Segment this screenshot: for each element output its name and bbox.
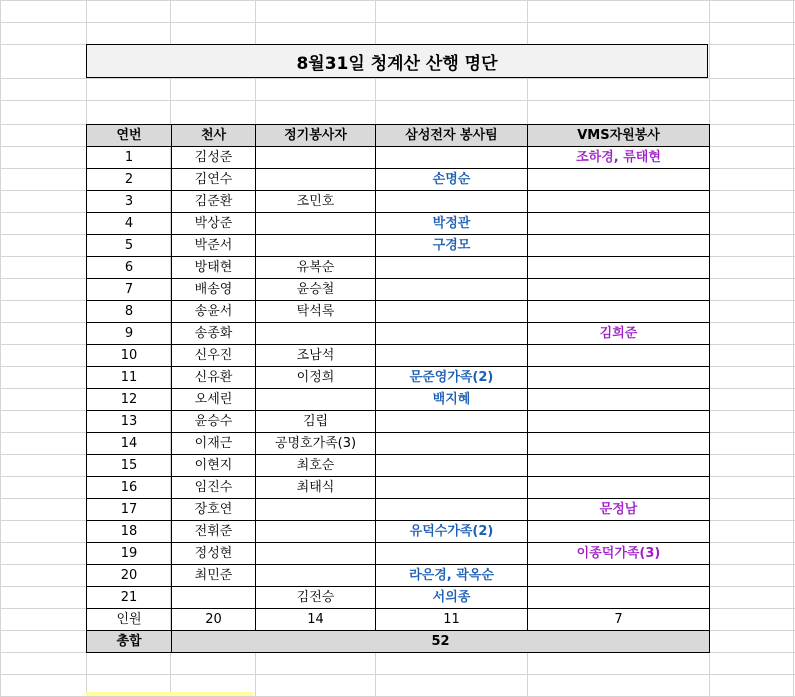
cell-samsung[interactable] xyxy=(376,499,528,521)
cell-cheonsa[interactable]: 임진수 xyxy=(172,477,256,499)
cell-no[interactable]: 13 xyxy=(87,411,172,433)
table-row xyxy=(87,279,710,301)
count-samsung[interactable]: 11 xyxy=(376,609,528,631)
cell-samsung[interactable] xyxy=(376,433,528,455)
table-row xyxy=(87,367,710,389)
cell-samsung[interactable] xyxy=(376,279,528,301)
cell-samsung[interactable]: 백지혜 xyxy=(376,389,528,411)
cell-regular[interactable] xyxy=(256,323,376,345)
cell-cheonsa[interactable]: 박상준 xyxy=(172,213,256,235)
cell-regular[interactable]: 김전승 xyxy=(256,587,376,609)
table-row xyxy=(87,213,710,235)
cell-regular[interactable] xyxy=(256,235,376,257)
cell-regular[interactable] xyxy=(256,521,376,543)
table-row xyxy=(87,499,710,521)
header-regular[interactable]: 정기봉사자 xyxy=(256,125,376,147)
table-row xyxy=(87,235,710,257)
cell-regular[interactable]: 유복순 xyxy=(256,257,376,279)
header-row xyxy=(87,125,710,147)
cell-vms[interactable] xyxy=(528,345,710,367)
selected-cell-highlight xyxy=(86,692,254,696)
cell-regular[interactable] xyxy=(256,213,376,235)
total-row xyxy=(87,631,710,653)
cell-vms[interactable]: 김희준 xyxy=(528,323,710,345)
cell-no[interactable]: 4 xyxy=(87,213,172,235)
roster-body xyxy=(87,147,710,609)
cell-vms[interactable] xyxy=(528,169,710,191)
count-regular[interactable]: 14 xyxy=(256,609,376,631)
cell-vms[interactable] xyxy=(528,389,710,411)
cell-samsung[interactable] xyxy=(376,301,528,323)
cell-cheonsa[interactable]: 전휘준 xyxy=(172,521,256,543)
cell-cheonsa[interactable]: 이현지 xyxy=(172,455,256,477)
grid-column-line xyxy=(793,0,794,696)
cell-vms[interactable]: 조하경, 류태현 xyxy=(528,147,710,169)
cell-samsung[interactable] xyxy=(376,345,528,367)
header-samsung[interactable]: 삼성전자 봉사팀 xyxy=(376,125,528,147)
cell-no[interactable]: 21 xyxy=(87,587,172,609)
cell-no[interactable]: 12 xyxy=(87,389,172,411)
cell-no[interactable]: 16 xyxy=(87,477,172,499)
cell-samsung[interactable]: 구경모 xyxy=(376,235,528,257)
cell-regular[interactable] xyxy=(256,389,376,411)
cell-no[interactable]: 3 xyxy=(87,191,172,213)
cell-cheonsa[interactable]: 신우진 xyxy=(172,345,256,367)
cell-samsung[interactable] xyxy=(376,323,528,345)
cell-samsung[interactable]: 박정관 xyxy=(376,213,528,235)
cell-no[interactable]: 18 xyxy=(87,521,172,543)
cell-regular[interactable] xyxy=(256,147,376,169)
cell-no[interactable]: 11 xyxy=(87,367,172,389)
cell-samsung[interactable] xyxy=(376,257,528,279)
cell-cheonsa[interactable]: 이재근 xyxy=(172,433,256,455)
cell-regular[interactable]: 이정희 xyxy=(256,367,376,389)
cell-vms[interactable] xyxy=(528,257,710,279)
grid-row-line xyxy=(0,674,795,675)
cell-vms[interactable] xyxy=(528,213,710,235)
cell-cheonsa[interactable]: 박준서 xyxy=(172,235,256,257)
cell-samsung[interactable]: 유덕수가족(2) xyxy=(376,521,528,543)
cell-samsung[interactable] xyxy=(376,191,528,213)
table-row xyxy=(87,169,710,191)
table-row xyxy=(87,433,710,455)
table-row xyxy=(87,323,710,345)
cell-cheonsa[interactable] xyxy=(172,587,256,609)
cell-cheonsa[interactable]: 김준환 xyxy=(172,191,256,213)
cell-cheonsa[interactable]: 김성준 xyxy=(172,147,256,169)
cell-vms[interactable] xyxy=(528,367,710,389)
cell-samsung[interactable] xyxy=(376,477,528,499)
table-row xyxy=(87,521,710,543)
grid-row-line xyxy=(0,78,795,79)
cell-cheonsa[interactable]: 윤승수 xyxy=(172,411,256,433)
cell-regular[interactable]: 조남석 xyxy=(256,345,376,367)
cell-cheonsa[interactable]: 방태현 xyxy=(172,257,256,279)
cell-regular[interactable] xyxy=(256,499,376,521)
cell-no[interactable]: 15 xyxy=(87,455,172,477)
table-row xyxy=(87,411,710,433)
cell-cheonsa[interactable]: 송종화 xyxy=(172,323,256,345)
total-label[interactable]: 총합 xyxy=(87,631,172,653)
cell-samsung[interactable] xyxy=(376,455,528,477)
count-label[interactable]: 인원 xyxy=(87,609,172,631)
cell-no[interactable]: 14 xyxy=(87,433,172,455)
cell-vms[interactable] xyxy=(528,235,710,257)
cell-samsung[interactable]: 문준영가족(2) xyxy=(376,367,528,389)
cell-vms[interactable]: 문정남 xyxy=(528,499,710,521)
cell-samsung[interactable] xyxy=(376,411,528,433)
sheet-title-text: 8월31일 청계산 산행 명단 xyxy=(296,53,498,74)
table-row xyxy=(87,455,710,477)
cell-no[interactable]: 10 xyxy=(87,345,172,367)
cell-vms[interactable] xyxy=(528,191,710,213)
count-row xyxy=(87,609,710,631)
cell-no[interactable]: 1 xyxy=(87,147,172,169)
cell-regular[interactable]: 공명호가족(3) xyxy=(256,433,376,455)
cell-vms[interactable] xyxy=(528,565,710,587)
cell-vms[interactable] xyxy=(528,301,710,323)
grid-row-line xyxy=(0,22,795,23)
cell-vms[interactable] xyxy=(528,455,710,477)
table-row xyxy=(87,477,710,499)
cell-regular[interactable] xyxy=(256,565,376,587)
cell-regular[interactable] xyxy=(256,543,376,565)
cell-vms[interactable] xyxy=(528,477,710,499)
cell-cheonsa[interactable]: 최민준 xyxy=(172,565,256,587)
table-row xyxy=(87,301,710,323)
table-row xyxy=(87,543,710,565)
roster-table xyxy=(86,124,710,653)
cell-cheonsa[interactable]: 신유환 xyxy=(172,367,256,389)
cell-regular[interactable]: 조민호 xyxy=(256,191,376,213)
cell-samsung[interactable]: 서의종 xyxy=(376,587,528,609)
cell-vms[interactable]: 이종덕가족(3) xyxy=(528,543,710,565)
cell-cheonsa[interactable]: 김연수 xyxy=(172,169,256,191)
cell-regular[interactable] xyxy=(256,169,376,191)
cell-cheonsa[interactable]: 정성현 xyxy=(172,543,256,565)
cell-vms[interactable] xyxy=(528,587,710,609)
cell-cheonsa[interactable]: 오세린 xyxy=(172,389,256,411)
cell-vms[interactable] xyxy=(528,433,710,455)
cell-samsung[interactable]: 라은경, 곽옥순 xyxy=(376,565,528,587)
header-vms[interactable]: VMS자원봉사 xyxy=(528,125,710,147)
cell-regular[interactable]: 최태식 xyxy=(256,477,376,499)
count-vms[interactable]: 7 xyxy=(528,609,710,631)
cell-vms[interactable] xyxy=(528,279,710,301)
table-row xyxy=(87,565,710,587)
grid-row-line xyxy=(0,100,795,101)
cell-samsung[interactable]: 손명순 xyxy=(376,169,528,191)
cell-samsung[interactable] xyxy=(376,543,528,565)
cell-samsung[interactable] xyxy=(376,147,528,169)
cell-cheonsa[interactable]: 장호연 xyxy=(172,499,256,521)
table-row xyxy=(87,191,710,213)
table-row xyxy=(87,345,710,367)
table-row xyxy=(87,389,710,411)
header-no[interactable]: 연번 xyxy=(87,125,172,147)
cell-no[interactable]: 5 xyxy=(87,235,172,257)
sheet-title xyxy=(86,44,708,78)
cell-regular[interactable]: 윤승철 xyxy=(256,279,376,301)
cell-no[interactable]: 6 xyxy=(87,257,172,279)
total-value[interactable]: 52 xyxy=(172,631,710,653)
cell-no[interactable]: 17 xyxy=(87,499,172,521)
cell-vms[interactable] xyxy=(528,521,710,543)
header-cheonsa[interactable]: 천사 xyxy=(172,125,256,147)
cell-no[interactable]: 20 xyxy=(87,565,172,587)
table-row xyxy=(87,587,710,609)
grid-row-line xyxy=(0,0,795,1)
grid-column-line xyxy=(0,0,1,696)
cell-no[interactable]: 2 xyxy=(87,169,172,191)
count-cheonsa[interactable]: 20 xyxy=(172,609,256,631)
cell-regular[interactable]: 김립 xyxy=(256,411,376,433)
cell-no[interactable]: 8 xyxy=(87,301,172,323)
cell-cheonsa[interactable]: 송윤서 xyxy=(172,301,256,323)
table-row xyxy=(87,147,710,169)
cell-no[interactable]: 9 xyxy=(87,323,172,345)
cell-no[interactable]: 7 xyxy=(87,279,172,301)
cell-regular[interactable]: 최호순 xyxy=(256,455,376,477)
cell-vms[interactable] xyxy=(528,411,710,433)
cell-regular[interactable]: 탁석록 xyxy=(256,301,376,323)
cell-cheonsa[interactable]: 배송영 xyxy=(172,279,256,301)
table-row xyxy=(87,257,710,279)
cell-no[interactable]: 19 xyxy=(87,543,172,565)
